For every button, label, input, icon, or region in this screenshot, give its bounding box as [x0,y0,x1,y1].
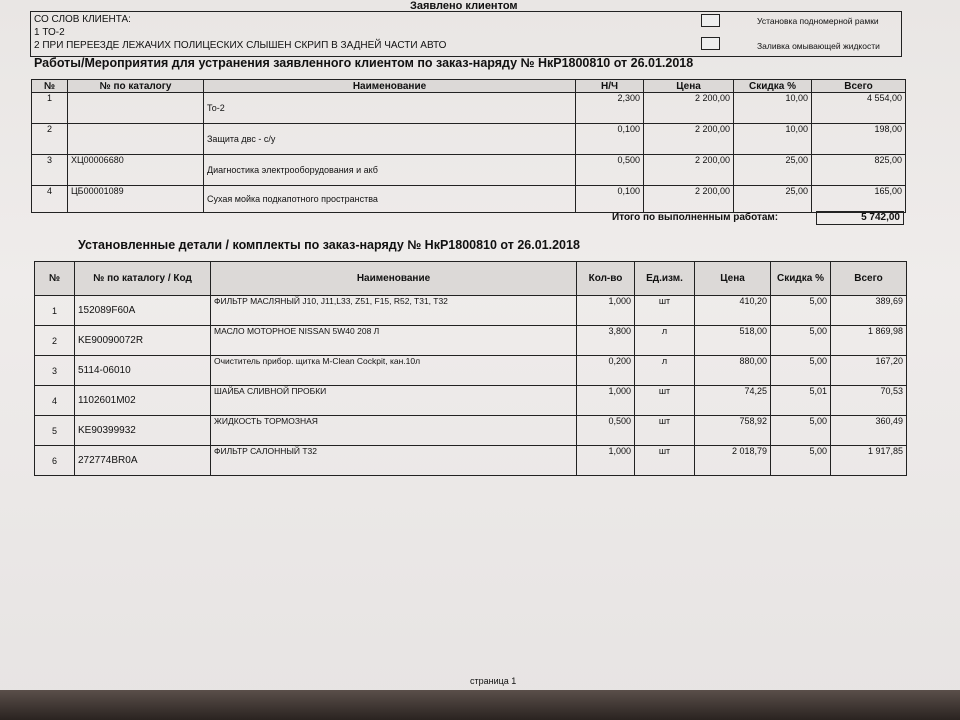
name-cell: ФИЛЬТР САЛОННЫЙ Т32 [211,446,577,476]
code-cell: 272774BR0A [75,446,211,476]
col-header: Всего [812,80,906,93]
name-cell: ШАЙБА СЛИВНОЙ ПРОБКИ [211,386,577,416]
row-number: 2 [35,326,75,356]
row-number: 1 [35,296,75,326]
unit-cell: шт [635,296,695,326]
table-row [35,446,907,476]
qty-cell: 1,000 [577,296,635,326]
hours-cell: 0,100 [576,124,644,155]
table-row [35,416,907,446]
washer-fluid-label: Заливка омывающей жидкости [757,41,880,51]
discount-cell: 5,00 [771,326,831,356]
col-header: Всего [831,262,907,296]
discount-cell: 10,00 [734,93,812,124]
frame-install-checkbox[interactable] [701,14,720,27]
qty-cell: 1,000 [577,386,635,416]
catalog-cell: ХЦ00006680 [68,155,204,186]
table-row [32,93,906,124]
discount-cell: 5,01 [771,386,831,416]
discount-cell: 25,00 [734,155,812,186]
claim-line: 2 ПРИ ПЕРЕЕЗДЕ ЛЕЖАЧИХ ПОЛИЦЕСКИХ СЛЫШЕН СКРИП В ЗАДНЕЙ ЧАСТИ АВТО [34,40,447,51]
name-cell: ЖИДКОСТЬ ТОРМОЗНАЯ [211,416,577,446]
col-header: № [35,262,75,296]
discount-cell: 10,00 [734,124,812,155]
row-number: 4 [35,386,75,416]
col-header: Н/Ч [576,80,644,93]
col-header: Ед.изм. [635,262,695,296]
total-cell: 165,00 [812,186,906,213]
unit-cell: л [635,326,695,356]
total-cell: 70,53 [831,386,907,416]
table-row [35,296,907,326]
col-header: № [32,80,68,93]
catalog-cell [68,124,204,155]
unit-cell: л [635,356,695,386]
col-header: Цена [644,80,734,93]
price-cell: 758,92 [695,416,771,446]
discount-cell: 5,00 [771,416,831,446]
price-cell: 518,00 [695,326,771,356]
unit-cell: шт [635,386,695,416]
total-cell: 360,49 [831,416,907,446]
name-cell: МАСЛО МОТОРНОЕ NISSAN 5W40 208 Л [211,326,577,356]
table-row [32,124,906,155]
parts-header-row [35,262,907,296]
total-cell: 389,69 [831,296,907,326]
col-header: № по каталогу / Код [75,262,211,296]
table-row [32,155,906,186]
price-cell: 2 200,00 [644,93,734,124]
total-cell: 1 917,85 [831,446,907,476]
discount-cell: 25,00 [734,186,812,213]
claim-line: 1 ТО-2 [34,27,65,38]
col-header: Скидка % [734,80,812,93]
qty-cell: 1,000 [577,446,635,476]
frame-install-label: Установка подномерной рамки [757,16,879,26]
total-cell: 1 869,98 [831,326,907,356]
row-number: 3 [32,155,68,186]
unit-cell: шт [635,446,695,476]
price-cell: 410,20 [695,296,771,326]
col-header: Кол-во [577,262,635,296]
discount-cell: 5,00 [771,446,831,476]
table-surface [0,690,960,720]
total-cell: 167,20 [831,356,907,386]
table-row [32,186,906,213]
row-number: 3 [35,356,75,386]
claim-line: СО СЛОВ КЛИЕНТА: [34,14,131,25]
name-cell: Диагностика электрооборудования и акб [204,155,576,186]
catalog-cell [68,93,204,124]
discount-cell: 5,00 [771,356,831,386]
col-header: Наименование [211,262,577,296]
total-cell: 825,00 [812,155,906,186]
total-cell: 198,00 [812,124,906,155]
hours-cell: 0,100 [576,186,644,213]
name-cell: Защита двс - с/у [204,124,576,155]
code-cell: KE90399932 [75,416,211,446]
name-cell: Сухая мойка подкапотного пространства [204,186,576,213]
table-row [35,326,907,356]
qty-cell: 0,200 [577,356,635,386]
price-cell: 2 200,00 [644,124,734,155]
col-header: Скидка % [771,262,831,296]
row-number: 1 [32,93,68,124]
table-row [35,386,907,416]
name-cell: То-2 [204,93,576,124]
code-cell: 152089F60A [75,296,211,326]
row-number: 6 [35,446,75,476]
total-cell: 4 554,00 [812,93,906,124]
unit-cell: шт [635,416,695,446]
client-claim-box [30,11,902,57]
document-title: Заявлено клиентом [410,0,518,12]
works-table [31,79,906,213]
col-header: Наименование [204,80,576,93]
qty-cell: 0,500 [577,416,635,446]
hours-cell: 0,500 [576,155,644,186]
works-section-title: Работы/Мероприятия для устранения заявленного клиентом по заказ-наряду № НкР1800810 от 26.01.2018 [34,56,694,70]
code-cell: KE90090072R [75,326,211,356]
price-cell: 2 200,00 [644,186,734,213]
page-number: страница 1 [470,676,517,686]
washer-fluid-checkbox[interactable] [701,37,720,50]
parts-table [34,261,907,476]
hours-cell: 2,300 [576,93,644,124]
name-cell: Очиститель прибор. щитка M-Clean Cockpit, кан.10л [211,356,577,386]
row-number: 2 [32,124,68,155]
name-cell: ФИЛЬТР МАСЛЯНЫЙ J10, J11,L33, Z51, F15, R52, T31, T32 [211,296,577,326]
col-header: Цена [695,262,771,296]
code-cell: 1102601M02 [75,386,211,416]
price-cell: 880,00 [695,356,771,386]
table-row [35,356,907,386]
works-header-row [32,80,906,93]
catalog-cell: ЦБ00001089 [68,186,204,213]
price-cell: 74,25 [695,386,771,416]
price-cell: 2 200,00 [644,155,734,186]
parts-section-title: Установленные детали / комплекты по заказ-наряду № НкР1800810 от 26.01.2018 [78,238,580,252]
qty-cell: 3,800 [577,326,635,356]
discount-cell: 5,00 [771,296,831,326]
price-cell: 2 018,79 [695,446,771,476]
row-number: 4 [32,186,68,213]
works-total-value: 5 742,00 [816,211,904,225]
col-header: № по каталогу [68,80,204,93]
code-cell: 5114-06010 [75,356,211,386]
works-total-label: Итого по выполненным работам: [612,212,779,223]
row-number: 5 [35,416,75,446]
